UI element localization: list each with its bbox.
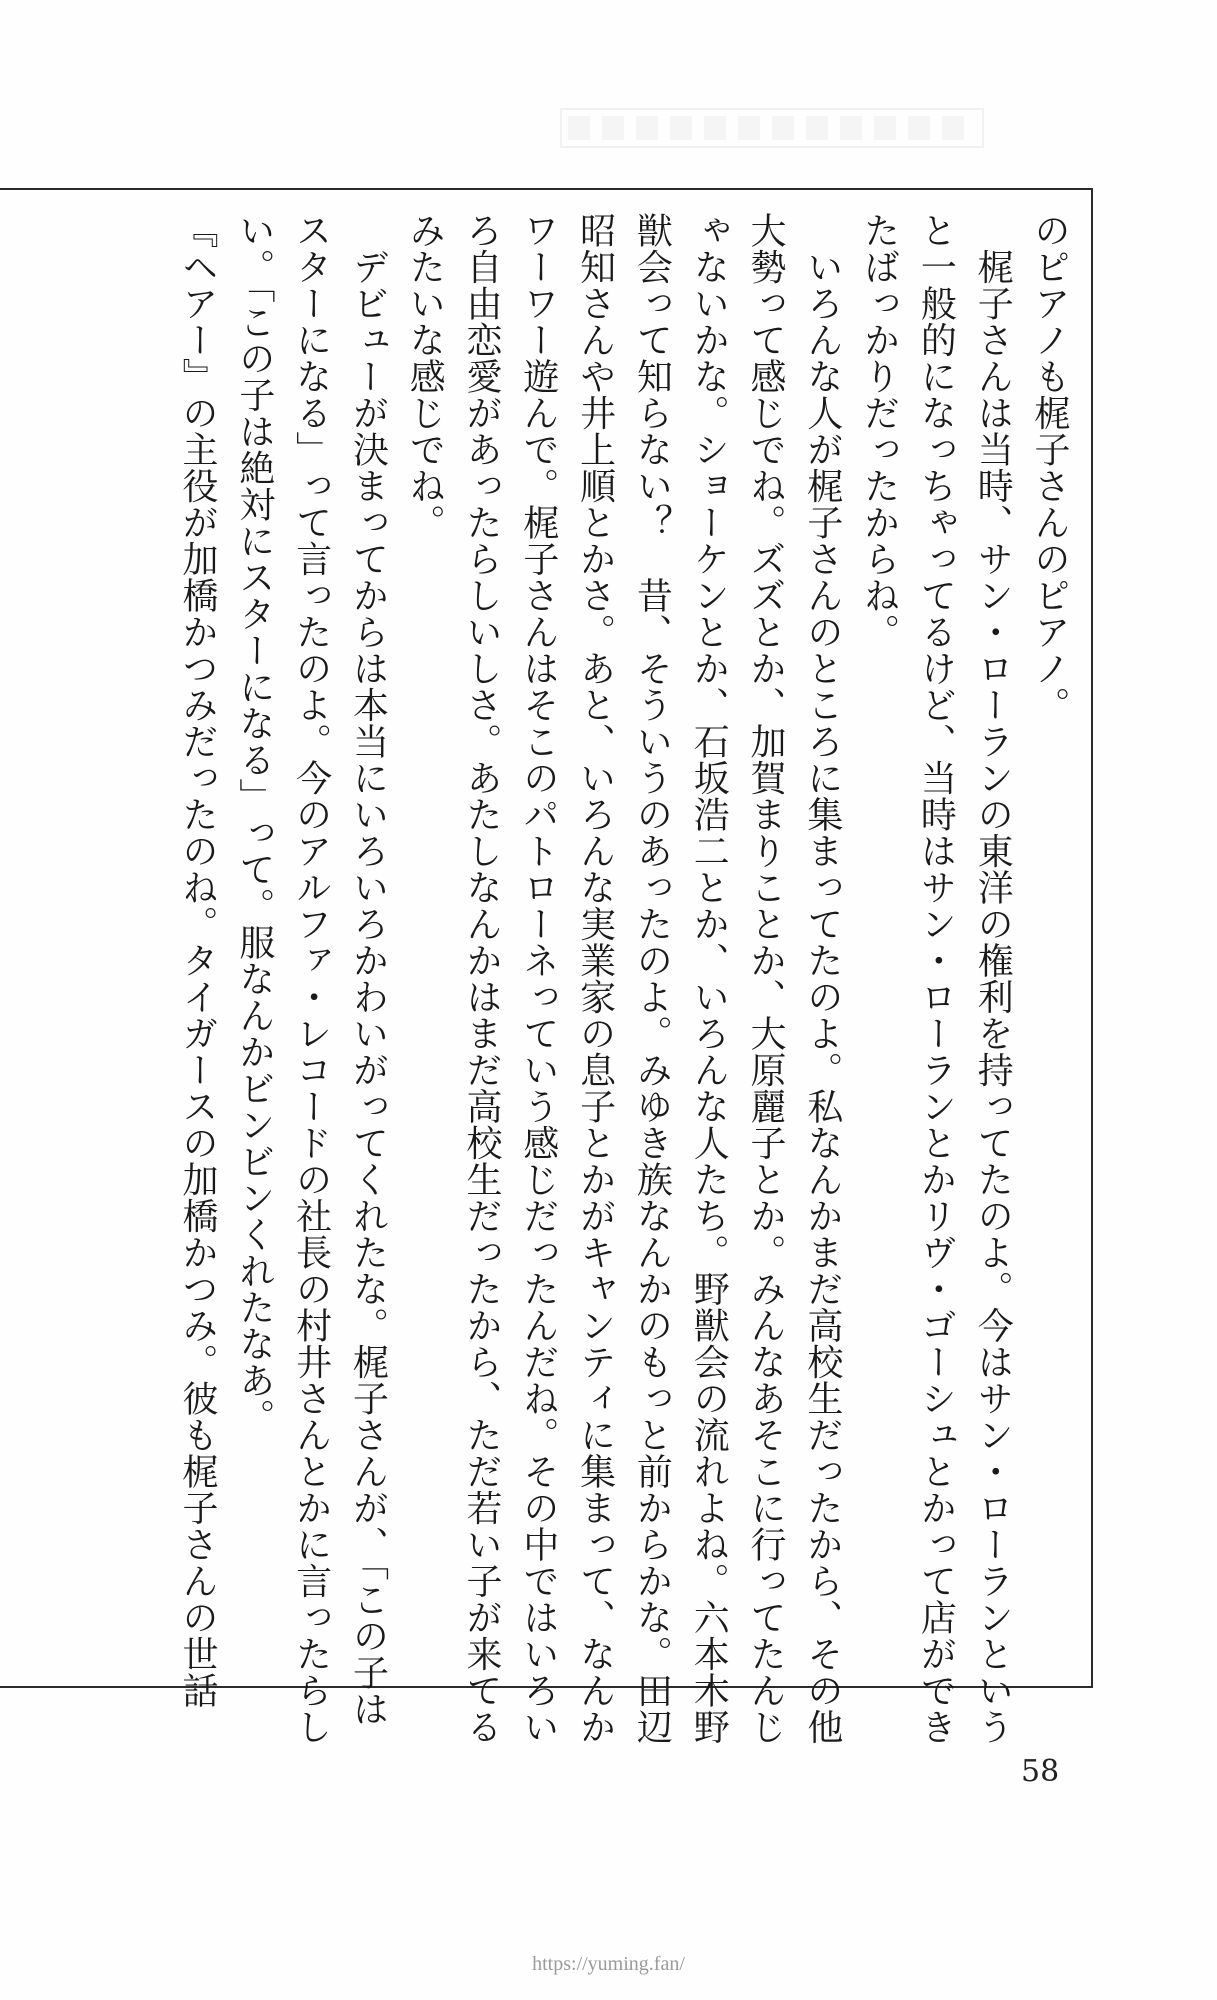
text-line: みたいな感じでね。 — [404, 212, 446, 541]
text-line: ワーワー遊んで。梶子さんはそこのパトローネっていう感じだったんだね。その中ではいろい — [517, 212, 559, 1745]
text-line: 獣会って知らない？ 昔、そういうのあったのよ。みゆき族なんかのもっと前からかな。田辺 — [631, 212, 673, 1745]
text-line: 『ヘアー』の主役が加橋かつみだったのね。タイガースの加橋かつみ。彼も梶子さんの世話 — [177, 212, 219, 1709]
text-line: 大勢って感じでね。ズズとか、加賀まりことか、大原麗子とか。みんなあそこに行ってたんじ — [745, 212, 787, 1745]
text-line: 昭知さんや井上順とかさ。あと、いろんな実業家の息子とかがキャンティに集まって、なんか — [574, 212, 616, 1745]
text-line: と一般的になっちゃってるけど、当時はサン・ローランとかリヴ・ゴーシュとかって店ができ — [915, 212, 957, 1745]
text-line: ゃないかな。ショーケンとか、石坂浩二とか、いろんな人たち。野獣会の流れよね。六本木野 — [688, 212, 730, 1745]
text-line: たばっかりだったからね。 — [858, 212, 900, 650]
text-line: スターになる」って言ったのよ。今のアルファ・レコードの社長の村井さんとかに言ったらし — [290, 212, 332, 1745]
text-line: のピアノも梶子さんのピアノ。 — [1029, 212, 1070, 723]
text-line: ろ自由恋愛があったらしいしさ。あたしなんかはまだ高校生だったから、ただ若い子が来てる — [461, 212, 503, 1745]
text-line: い。「この子は絶対にスターになる」って。服なんかビンビンくれたなあ。 — [233, 212, 275, 1435]
watermark-url[interactable]: https://yuming.fan/ — [532, 1953, 685, 1975]
page-number: 58 — [1021, 1754, 1060, 1789]
text-line: 梶子さんは当時、サン・ローランの東洋の権利を持ってたのよ。今はサン・ローランという — [972, 212, 1014, 1745]
vertical-body-text — [168, 212, 1077, 1745]
text-line: いろんな人が梶子さんのところに集まってたのよ。私なんかまだ高校生だったから、その他 — [801, 212, 843, 1745]
bleed-through-header — [560, 108, 984, 148]
text-line: デビューが決まってからは本当にいろいろかわいがってくれたな。梶子さんが、「この子は — [347, 212, 389, 1727]
